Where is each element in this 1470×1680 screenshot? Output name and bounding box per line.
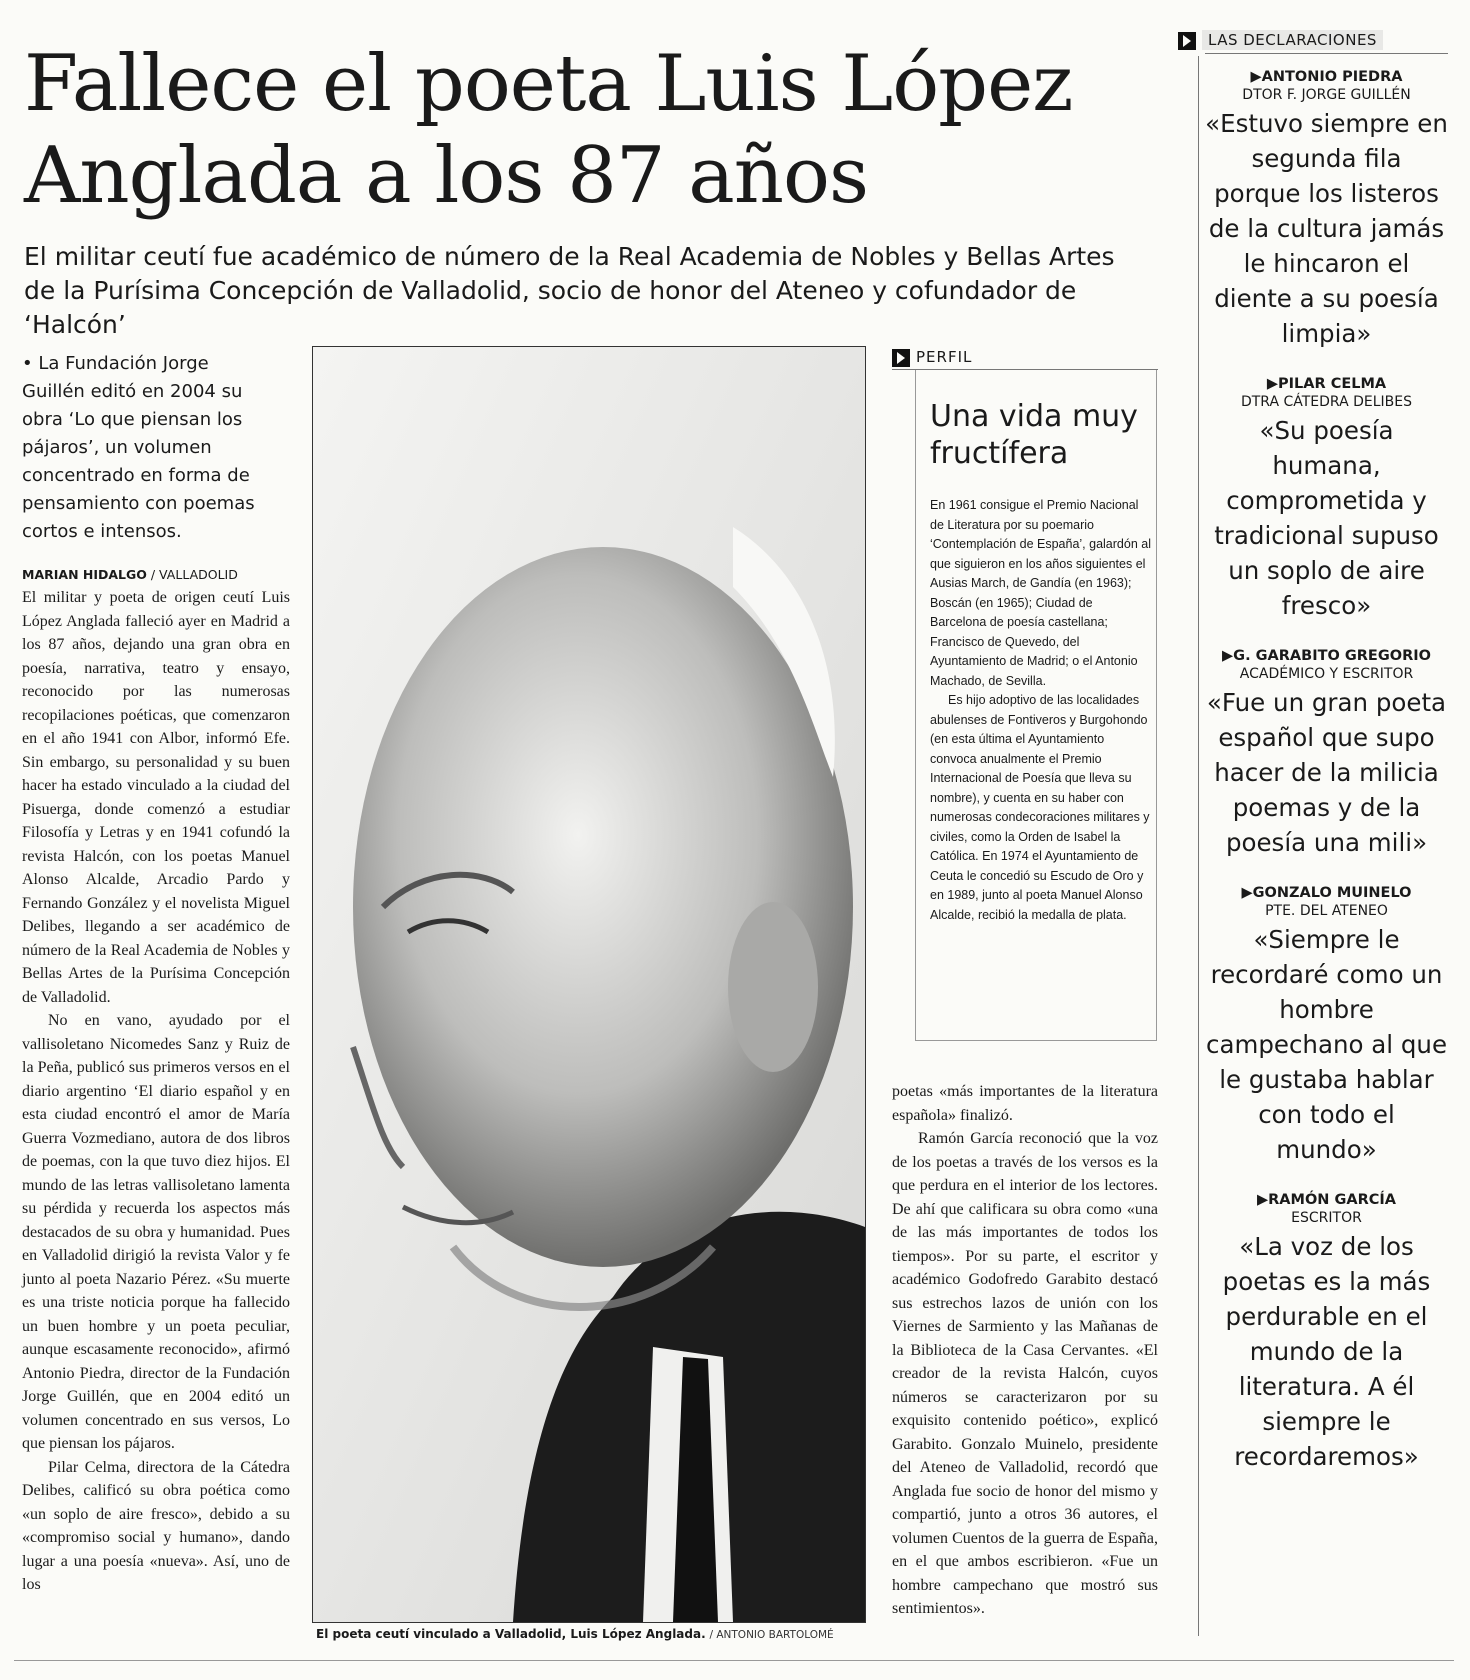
declaration-role: DTRA CÁTEDRA DELIBES <box>1240 394 1413 410</box>
column-divider <box>1198 56 1199 1636</box>
perfil-title: Una vida muy fructífera <box>930 399 1138 471</box>
article-column-3 <box>892 1080 1158 1621</box>
declaration-name: ▶RAMÓN GARCÍA <box>1256 1192 1397 1208</box>
caption-text: El poeta ceutí vinculado a Valladolid, Luis López Anglada. <box>316 1627 706 1641</box>
body-paragraph-3: Pilar Celma, directora de la Cátedra Delibes, calificó su obra poética como «un soplo de aire fresco», debido a su «compromiso social y humano», dando lugar a una poesía «nueva». Así, uno de los <box>22 1458 290 1593</box>
declaration-item <box>1205 375 1448 623</box>
body-paragraph-4: poetas «más importantes de la literatura española» finalizó. <box>892 1083 1158 1124</box>
byline <box>22 567 274 582</box>
declaration-item <box>1205 647 1448 860</box>
declaration-role: ACADÉMICO Y ESCRITOR <box>1239 666 1414 682</box>
article-column-1 <box>22 586 290 1597</box>
declaration-item <box>1205 1191 1448 1474</box>
declaration-name: ▶G. GARABITO GREGORIO <box>1222 648 1431 664</box>
perfil-body <box>930 496 1152 925</box>
portrait-photo <box>312 346 866 1623</box>
headline-line-2: Anglada a los 87 años <box>24 131 868 221</box>
declaration-quote: «La voz de los poetas es la más perdurable en el mundo de la literatura. A él siempre le recordaremos» <box>1222 1232 1431 1471</box>
section-arrow-icon <box>1178 32 1196 50</box>
declaraciones-rule <box>1205 53 1448 54</box>
photo-caption <box>316 1627 876 1641</box>
perfil-tag-label: PERFIL <box>916 348 973 366</box>
portrait-illustration <box>313 347 865 1622</box>
perfil-paragraph-2: Es hijo adoptivo de las localidades abulenses de Fontiveros y Burgohondo (en esta última el Ayuntamiento convoca anualmente el Premio Internacional de Poesía que lleva su nombre), y cuenta en su haber con numerosas condecoraciones militares y civiles, como la Orden de Isabel la Católica. En 1974 el Ayuntamiento de Ceuta le concedió su Escudo de Oro y en 1989, junto al poeta Manuel Alonso Alcalde, recibió la medalla de plata. <box>930 693 1150 922</box>
teaser: • La Fundación Jorge Guillén editó en 2004 su obra ‘Lo que piensan los pájaros’, un volumen concentrado en forma de pensamiento con poemas cortos e intensos. <box>22 353 255 542</box>
body-paragraph-5: Ramón García reconoció que la voz de los poetas a través de los versos es la que perdura en el interior de los lectores. De ahí que calificara su obra como «una de las más importantes de todos los tiempos». Por su parte, el escritor y académico Godofredo Garabito destacó sus estrechos lazos de unión con los Viernes de Sarmiento y las Mañanas de la Biblioteca de la Casa Cervantes. «El creador de la revista Halcón, cuyos números se caracterizaron por su exquisito contenido poético», explicó Garabito. Gonzalo Muinelo, presidente del Ateneo de Valladolid, recordó que Anglada fue socio de honor del mismo y compartió, junto a otros 36 autores, el volumen Cuentos de la guerra de España, en el que ambos escribieron. «Fue un hombre campechano que mostró sus sentimientos». <box>892 1130 1158 1617</box>
headline <box>24 38 1144 222</box>
body-paragraph-2: No en vano, ayudado por el vallisoletano Nicomedes Sanz y Ruiz de la Peña, publicó sus primeros versos en el diario argentino ‘El diario español y en esta ciudad encontró el amor de María Guerra Vozmediano, autora de dos libros de poemas, con la que tuvo diez hijos. El mundo de las letras vallisoletano lamenta su pérdida y recuerda los aspectos más destacados de su obra y humanidad. Pues en Valladolid dirigió la revista Valor y fe junto al poeta Nazario Pérez. «Su muerte es una triste noticia porque ha fallecido un buen hombre y un poeta peculiar, aunque escasamente reconocido», afirmó Antonio Piedra, director de la Fundación Jorge Guillén, que en 2004 editó un volumen concentrado en sus versos, Lo que piensan los pájaros. <box>22 1012 290 1452</box>
declaration-role: DTOR F. JORGE GUILLÉN <box>1242 87 1411 103</box>
page-bottom-rule <box>14 1660 1454 1661</box>
declaration-name: ▶PILAR CELMA <box>1266 376 1387 392</box>
declaration-quote: «Su poesía humana, comprometida y tradicional supuso un soplo de aire fresco» <box>1214 416 1439 620</box>
declaration-name: ▶GONZALO MUINELO <box>1241 885 1412 901</box>
headline-line-1: Fallece el poeta Luis López <box>24 39 1073 129</box>
declaration-quote: «Fue un gran poeta español que supo hacer de la milicia poemas y de la poesía una mili» <box>1206 688 1447 857</box>
declaration-name: ▶ANTONIO PIEDRA <box>1250 69 1403 85</box>
caption-credit: / ANTONIO BARTOLOMÉ <box>709 1629 834 1641</box>
body-paragraph-1: El militar y poeta de origen ceutí Luis López Anglada falleció ayer en Madrid a los 87 años, dejando una gran obra en poesía, narrativa, teatro y ensayo, reconocido por las numerosas recopilaciones poéticas, que comenzaron en el año 1941 con Albor, informó Efe. Sin embargo, su personalidad y su buen hacer ha estado vinculado a la ciudad del Pisuerga, donde comenzó a estudiar Filosofía y Letras y en 1941 cofundó la revista Halcón, con los poetas Manuel Alonso Alcalde, Arcadio Pardo y Fernando González y el novelista Miguel Delibes, llegando a ser académico de número de la Real Academia de Nobles y Bellas Artes de la Purísima Concepción de Valladolid. <box>22 589 290 1006</box>
declaraciones-tag-label: LAS DECLARACIONES <box>1202 30 1383 50</box>
perfil-section-tag <box>892 348 1158 370</box>
declaration-role: PTE. DEL ATENEO <box>1265 903 1388 919</box>
declaraciones-list <box>1205 68 1448 1498</box>
declaration-quote: «Siempre le recordaré como un hombre campechano al que le gustaba hablar con todo el mundo» <box>1205 925 1448 1164</box>
perfil-paragraph-1: En 1961 consigue el Premio Nacional de Literatura por su poemario ‘Contemplación de España’, galardón al que siguieron en los años siguientes el Ausias March, de Gandía (en 1963); Boscán (en 1965); Ciudad de Barcelona de poesía castellana; Francisco de Quevedo, del Ayuntamiento de Madrid; o el Antonio Machado, de Sevilla. <box>930 498 1151 688</box>
byline-author: MARIAN HIDALGO <box>22 567 147 582</box>
byline-location: / VALLADOLID <box>150 567 238 582</box>
subheadline: El militar ceutí fue académico de número de la Real Academia de Nobles y Bellas Artes de la Purísima Concepción de Valladolid, socio de honor del Ateneo y cofundador de ‘Halcón’ <box>24 242 1115 339</box>
declaration-item <box>1205 68 1448 351</box>
declaration-role: ESCRITOR <box>1291 1210 1362 1226</box>
declaraciones-section-tag <box>1178 30 1448 50</box>
section-arrow-icon <box>892 349 910 367</box>
declaration-item <box>1205 884 1448 1167</box>
declaration-quote: «Estuvo siempre en segunda fila porque los listeros de la cultura jamás le hincaron el diente a su poesía limpia» <box>1205 109 1448 348</box>
